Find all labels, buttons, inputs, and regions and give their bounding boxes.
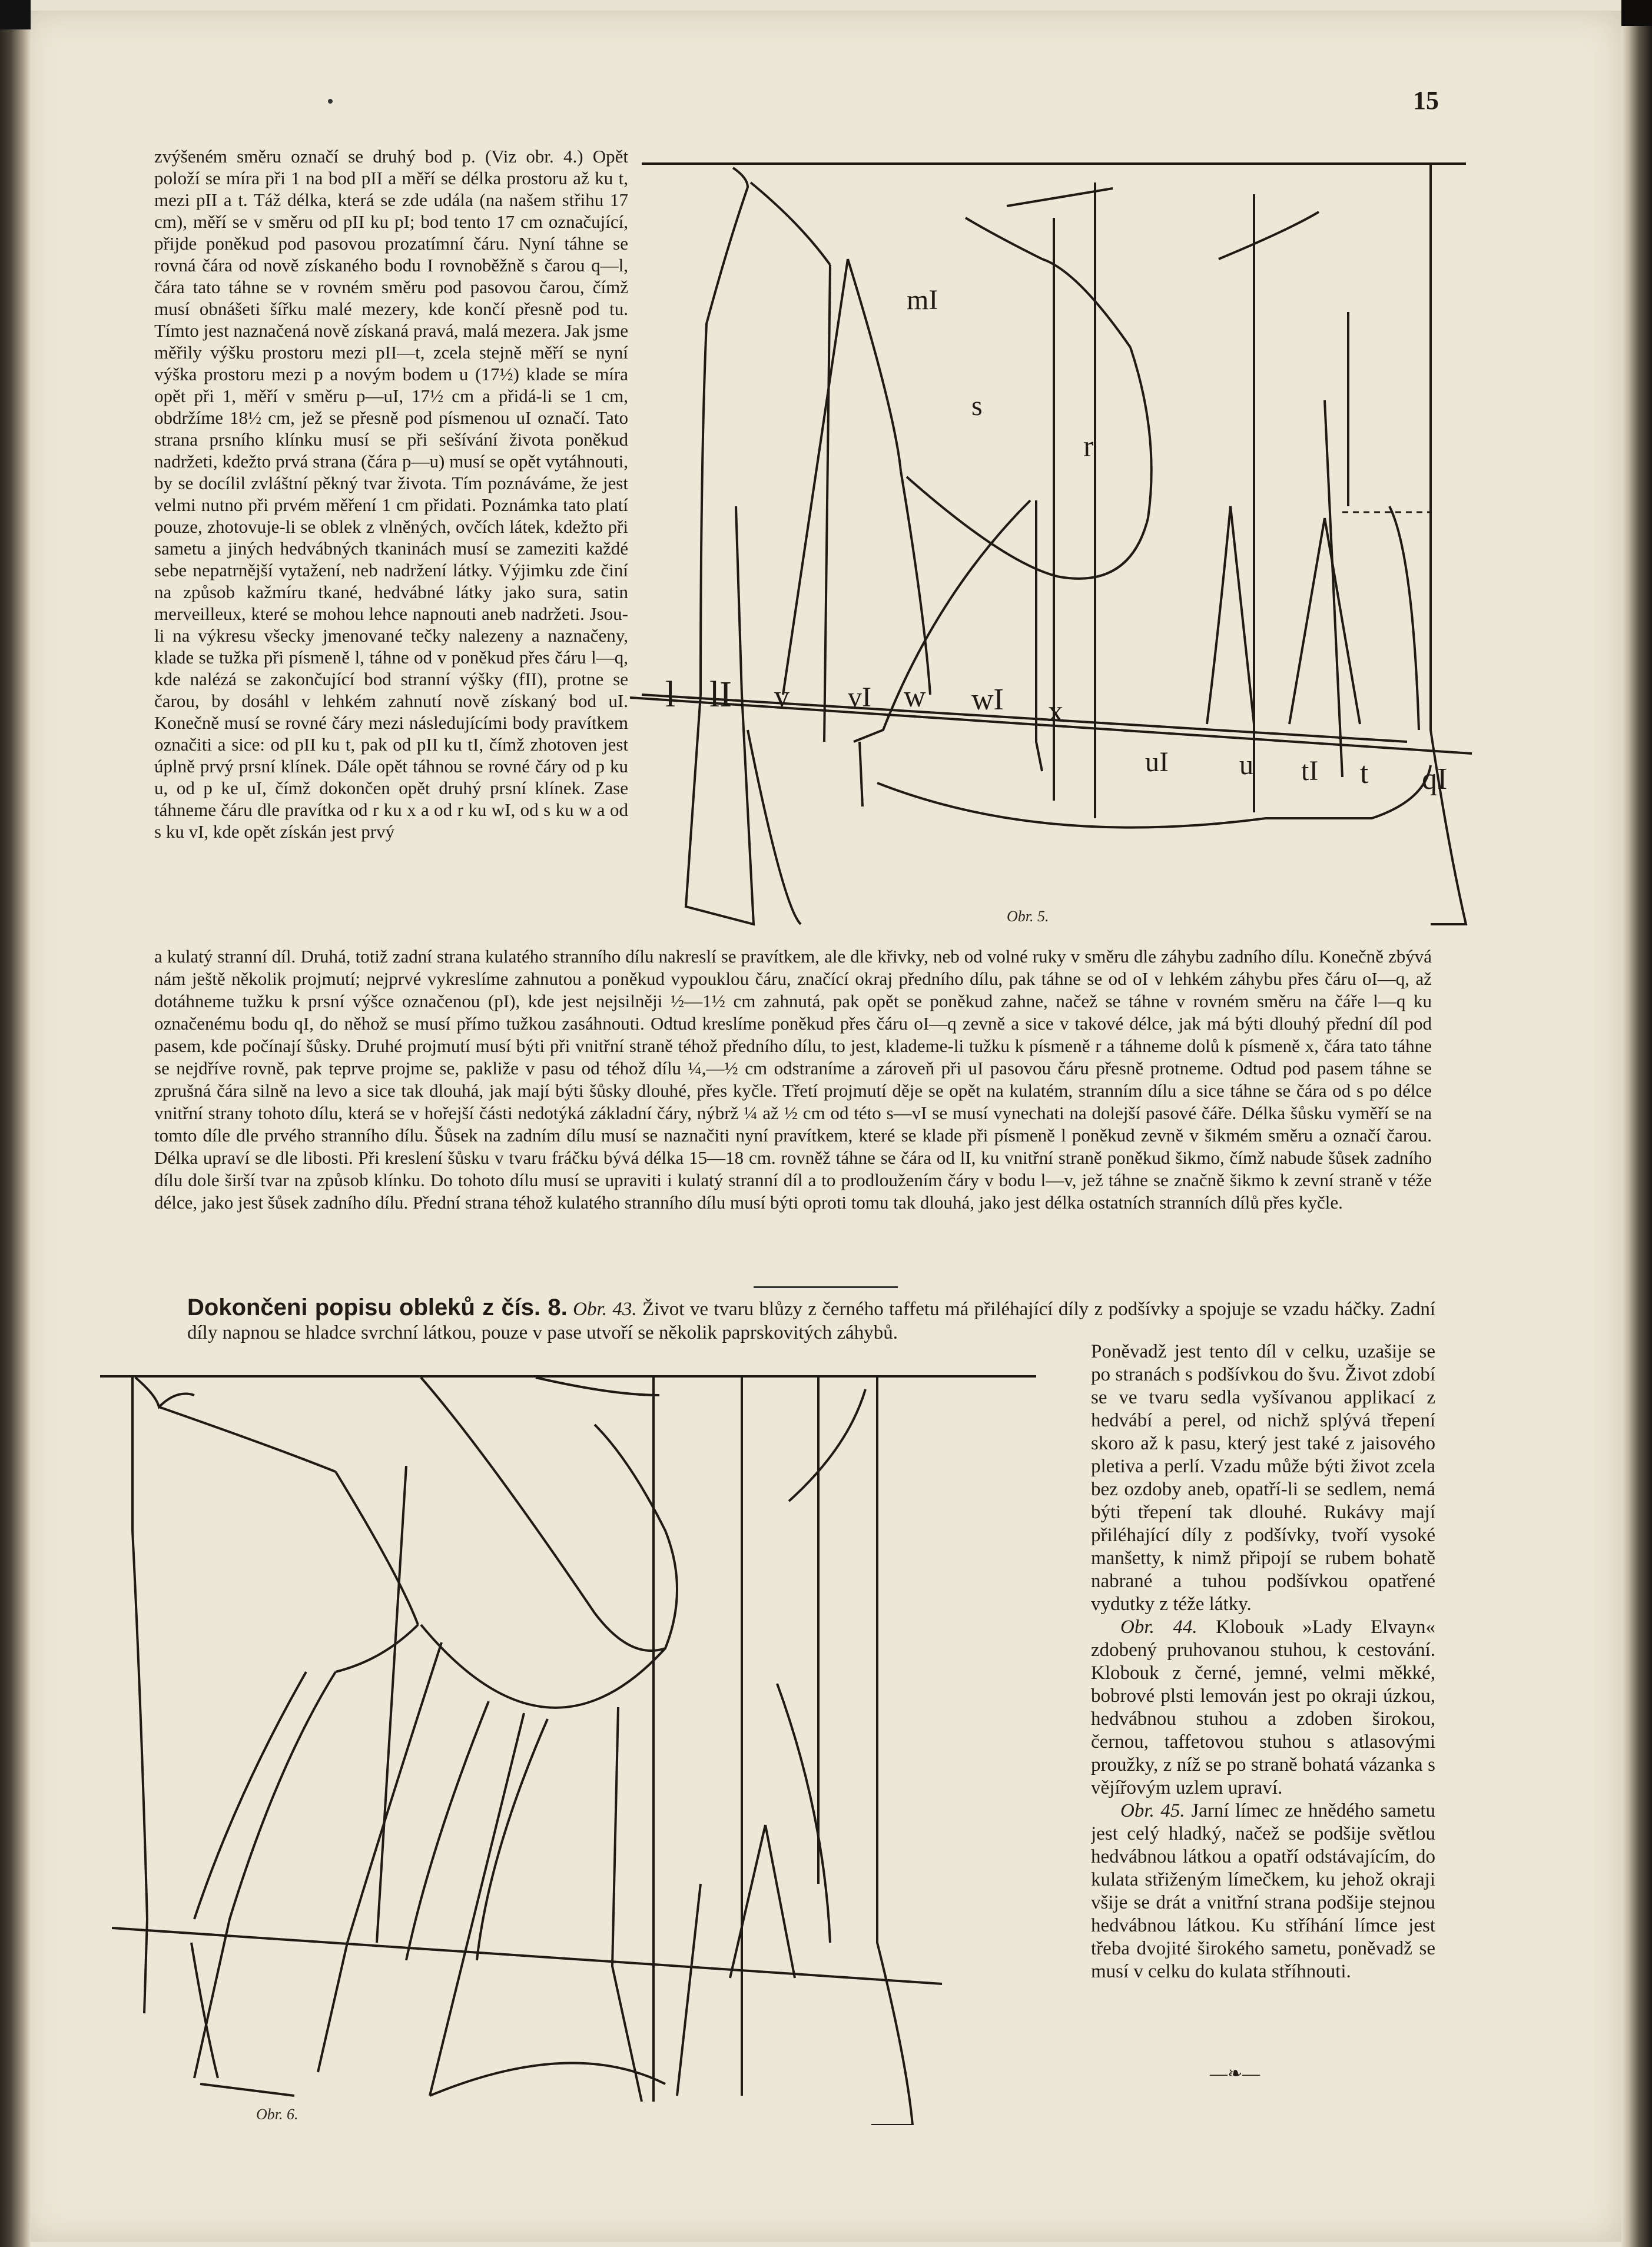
fig6-front-curve — [777, 1684, 830, 1943]
fig5-dart1b — [1230, 506, 1254, 724]
page-number: 15 — [1413, 86, 1439, 115]
label-v: v — [774, 680, 789, 713]
stray-dot — [328, 99, 333, 104]
fig5-dart2a — [1289, 518, 1325, 724]
fig5-shoulder — [751, 182, 830, 265]
label-tI: tI — [1301, 755, 1319, 786]
fig5-armscye — [907, 347, 1152, 579]
fig5-back-skirt — [748, 730, 801, 924]
label-uI: uI — [1145, 746, 1169, 778]
figure-6-caption: Obr. 6. — [256, 2106, 298, 2123]
label-wI: wI — [971, 683, 1004, 716]
label-qI: qI — [1422, 762, 1448, 796]
fig5-back-seam — [901, 471, 930, 695]
fig6-hem-b — [430, 2063, 665, 2096]
fig5-mid — [824, 265, 830, 742]
figure-5-pattern — [630, 141, 1478, 948]
column-right-text — [1091, 1340, 1435, 2047]
fig6-shoulder-front — [536, 1378, 659, 1395]
fig6-waist-line — [112, 1928, 942, 1984]
right-paragraph-2 — [1091, 1616, 1435, 1800]
fig5-back-piece — [686, 168, 754, 924]
right-paragraph-3 — [1091, 1800, 1435, 1983]
fig5-side-line — [783, 259, 848, 695]
fig6-back-edge — [132, 1378, 147, 2013]
fig5-armhole-back — [848, 259, 901, 471]
fig6-armscye — [421, 1425, 677, 1708]
fig6-hem-a — [200, 2084, 294, 2096]
fig5-dart1a — [1207, 506, 1230, 724]
right-scan-edge — [1621, 0, 1652, 2247]
label-w: w — [904, 680, 926, 713]
label-t: t — [1360, 756, 1369, 790]
label-lI: lI — [709, 675, 732, 715]
scan-corner-right — [1621, 0, 1652, 26]
right-paragraph-2-text: Klobouk »Lady Elvayn« zdobený pruhovanou stuhou, k cestování. Klobouk z černé, jemné, velmi měkké, bobrové plsti lemován jest po okraji úzkou, hedvábnou stuhou a zdoben širokou, černou, taffetovou stuhou s atlasovými proužky, z níž se po straně bohatá vázanka s vějířovým uzlem upraví. — [1091, 1617, 1435, 1798]
fig5-vline4 — [1325, 400, 1342, 777]
end-ornament: —❧— — [1210, 2064, 1260, 2083]
right-paragraph-1: Poněvadž jest tento díl v celku, uzašije se po stranách s podšívkou do švu. Život zdobí se ve tvaru sedla vyšívanou applikací z hedvábí a perel, od nichž splývá třepení skoro až k pasu, který jest také z jaisového pletiva a perlí. Vzadu může býti život zcela bez ozdoby aneb, opatří-li se sedlem, nemá býti třepení tak dlouhé. Rukávy mají přiléhající díly z podšívky, tvoří vysoké manšetty, k nimž připojí se rubem bohatě nabrané a tuhou podšívkou opatřené vydutky z téže látky. — [1091, 1341, 1435, 1615]
obr-43-ref: Obr. 43. — [573, 1299, 637, 1320]
figure-5-caption: Obr. 5. — [1007, 908, 1049, 925]
column-top-paragraph: zvýšeném směru označí se druhý bod p. (Viz obr. 4.) Opět položí se míra při 1 na bod pII a měří se délka prostoru až ku t, mezi pII a t. Táž délka, která se zde udála (na našem střihu 17 cm), měří se v směru od pII ku pI; bod tento 17 cm označující, přijde poněkud pod pasovou prozatímní čáru. Nyní táhne se rovná čára od nově získaného bodu I rovnoběžně s čarou q—l, čára tato táhne se v rovném směru pod pasovou čarou, čímž musí obnášeti šířku malé mezery, kde končí přesně pod tu. Tímto jest naznačená nově získaná pravá, malá mezera. Jak jsme měřily výšku prostoru mezi pII—t, zcela stejně měří se nyní výška prostoru mezi p a novým bodem u (17½) klade se míra opět při 1, měří v směru p—uI, 17½ cm a přidá-li se 1 cm, obdržíme 18½ cm, jež se přesně pod písmenou uI označí. Tato strana prsního klínku musí se při sešívání života poněkud nadržeti, kdežto prvá strana (čára p—u) musí se opět vytáhnouti, by se docílil zvláštní pěkný tvar života. Tím poznáváme, že jest velmi nutno při prvém měření 1 cm přidati. Poznámka tato platí pouze, zhotovuje-li se oblek z vlněných, ovčích látek, kdežto při sametu a jiných hedvábných tkaninách musí se zameziti každé sebe nepatrnější vytažení, neb nadržení látky. Výjimku zde činí na způsob kažmíru tkané, hedvábné látky jako sura, satin merveilleux, které se mohou lehce napnouti aneb nadržeti. Jsou-li na výkresu všecky jmenované tečky nalezeny a naznačeny, klade se tužka při písmeně l, táhne od v poněkud přes čáru l—q, kde nalézá se zakončující bod stranní výšky (fII), protne se čarou, by dosáhl v lehkém zahnutí nově získaný bod uI. Konečně musí se rovné čáry mezi následujícími body pravítkem označiti a sice: od pII ku t, pak od pII ku tI, čímž zhotoven jest úplně prvý prsní klínek. Dále opět táhnou se rovné čáry od p ku u, od p ke uI, čímž dokončen opět druhý prsní klínek. Zase táhneme čáru dle pravítka od r ku x a od r ku wI, od s ku w a od s ku vI, kde opět získán jest prvý — [154, 146, 628, 842]
fig6-armhole-upper — [336, 1472, 418, 1625]
fig6-neck-front — [789, 1389, 865, 1501]
fig5-vline1 — [1036, 500, 1042, 771]
label-u: u — [1239, 749, 1253, 781]
right-paragraph-3-text: Jarní límec ze hnědého sametu jest celý hladký, načež se podšije světlou hedvábnou látkou a opatří odstávajícím, do kulata střiženým límečkem, ku jehož okraji všije se drát a vnitřní strana podšije stejnou hedvábnou látkou. Ku stříhání límce jest třeba dvojité širokého sametu, poněvadž se musí v celku do kulata stříhnouti. — [1091, 1800, 1435, 1982]
fig6-side-line2 — [318, 1642, 442, 2072]
fig6-armhole-curve — [336, 1625, 418, 1672]
fig5-side-piece — [854, 500, 1030, 742]
section-heading: Dokončeni popisu obleků z čís. 8. — [187, 1295, 568, 1320]
fig5-short-line — [860, 742, 863, 806]
fig6-back-piece-a — [194, 1672, 336, 2078]
fig6-dart-b — [765, 1825, 795, 1978]
fig5-shoulder-line — [1007, 188, 1113, 206]
fig6-vline4 — [677, 1884, 701, 2096]
obr-44-ref: Obr. 44. — [1120, 1617, 1197, 1638]
fig6-dart-a — [730, 1825, 765, 1978]
section-separator — [754, 1286, 898, 1288]
label-mI: mI — [907, 284, 938, 316]
fig6-side-line5 — [477, 1719, 548, 1960]
column-top-text — [154, 145, 628, 946]
fig6-neck-back — [135, 1378, 194, 1407]
fig5-dart2b — [1325, 518, 1360, 724]
fig6-back-skirt — [191, 1943, 218, 2078]
fig6-front-edge — [871, 1378, 913, 2125]
fig6-shoulder-back — [159, 1407, 336, 1472]
figure-6-pattern — [100, 1354, 1077, 2125]
wide-paragraph-text: a kulatý stranní díl. Druhá, totiž zadní strana kulatého stranního dílu nakreslí se pravítkem, ale dle křivky, neb od volné ruky v směru dle záhybu zadního dílu. Konečně zbývá nám ještě několik projmutí; nejprvé vykreslíme zahnutou a poněkud vypouklou čáru, značící okraj předního dílu, pak táhne se od oI v lehkém záhybu přes čáru oI—q, až dotáhneme tužku k prsní výšce označenou (pI), kde jest nejsilněji ½—1½ cm zahnutá, pak opět se poněkud zahne, načež se táhne v rovném směru na čáře l—q ku označenému bodu qI, do něhož se musí přímo tužkou zasáhnouti. Odtud kreslíme poněkud přes čáru oI—q zevně a sice v takové délce, jak má býti dlouhý přední díl pod pasem, kde počínají šůsky. Druhé projmutí musí býti při vnitřní straně téhož předního dílu, to jest, klademe-li tužku k písmeně r a táhneme dolů k písmeně x, čára tato táhne se nejdříve rovně, pak teprve projme se, pakliže v pasu od téhož dílu ¼,—½ cm odstraníme a zároveň při uI pasovou čáru přesně protneme. Odtud pod pasem táhne se zprušná čára silně na levo a sice tak dlouhá, jak mají býti šůsky dlouhé, přes kyčle. Třetí projmutí děje se opět na kulatém, stranním dílu a sice táhne se čára od s po délce vnitřní strany tohoto dílu, která se v hořejší části nedotýká základní čáry, nýbrž ¼ až ½ cm od této s—vI se musí vynechati na dolejší pasové čáře. Délka šůsku vyměří se na tomto díle dle prvého stranního dílu. Šůsek na zadním dílu musí se naznačiti nyní pravítkem, které se klade při písmeně l poněkud zevně v šikmém směru a označí čarou. Délka upraví se dle libosti. Při kreslení šůsku v tvaru fráčku bývá délka 15—18 cm. rovněž táhne se čára od lI, ku vnitřní straně poněkud šikmo, čímž nabude šůsek zadního dílu dole širší tvar na způsob klínku. Do tohoto dílu musí se upraviti i kulatý stranní díl a to prodloužením čáry v bodu l—v, jež táhne se značně šikmo k zevní straně v téže délce, jako jest šůsek zadního dílu. Přední strana téhož kulatého stranního dílu musí býti oproti tomu tak dlouhá, jako jest délka ostatních stranních dílů přes kyčle. — [154, 946, 1432, 1213]
wide-paragraph — [154, 945, 1432, 1275]
fig5-front-curve — [1389, 506, 1419, 730]
label-l: l — [665, 675, 676, 715]
binding-edge — [0, 0, 31, 2247]
fig5-front-shoulder — [966, 218, 1130, 347]
fig6-side-line4 — [430, 1713, 524, 2096]
fig5-neck — [1219, 212, 1319, 259]
fig6-side-line3 — [406, 1701, 489, 1960]
section-intro-text: Život ve tvaru blůzy z černého taffetu má přiléhající díly z podšívky a spojuje se vzadu háčky. Zadní díly napnou se hladce svrchní látkou, pouze v pase utvoří se několik paprskovitých záhybů. — [187, 1299, 1436, 1343]
fig5-front-edge — [1431, 164, 1466, 924]
label-s: s — [971, 390, 983, 421]
scan-corner — [0, 0, 31, 29]
label-r: r — [1083, 430, 1094, 463]
fig6-vline1 — [612, 1707, 642, 2102]
fig6-side-line1 — [377, 1466, 406, 1943]
obr-45-ref: Obr. 45. — [1120, 1800, 1185, 1821]
label-x: x — [1048, 695, 1063, 728]
label-vI: vI — [848, 682, 871, 713]
fig6-armscye-front — [421, 1378, 665, 1651]
fig6-back-piece-b — [194, 1672, 306, 1919]
